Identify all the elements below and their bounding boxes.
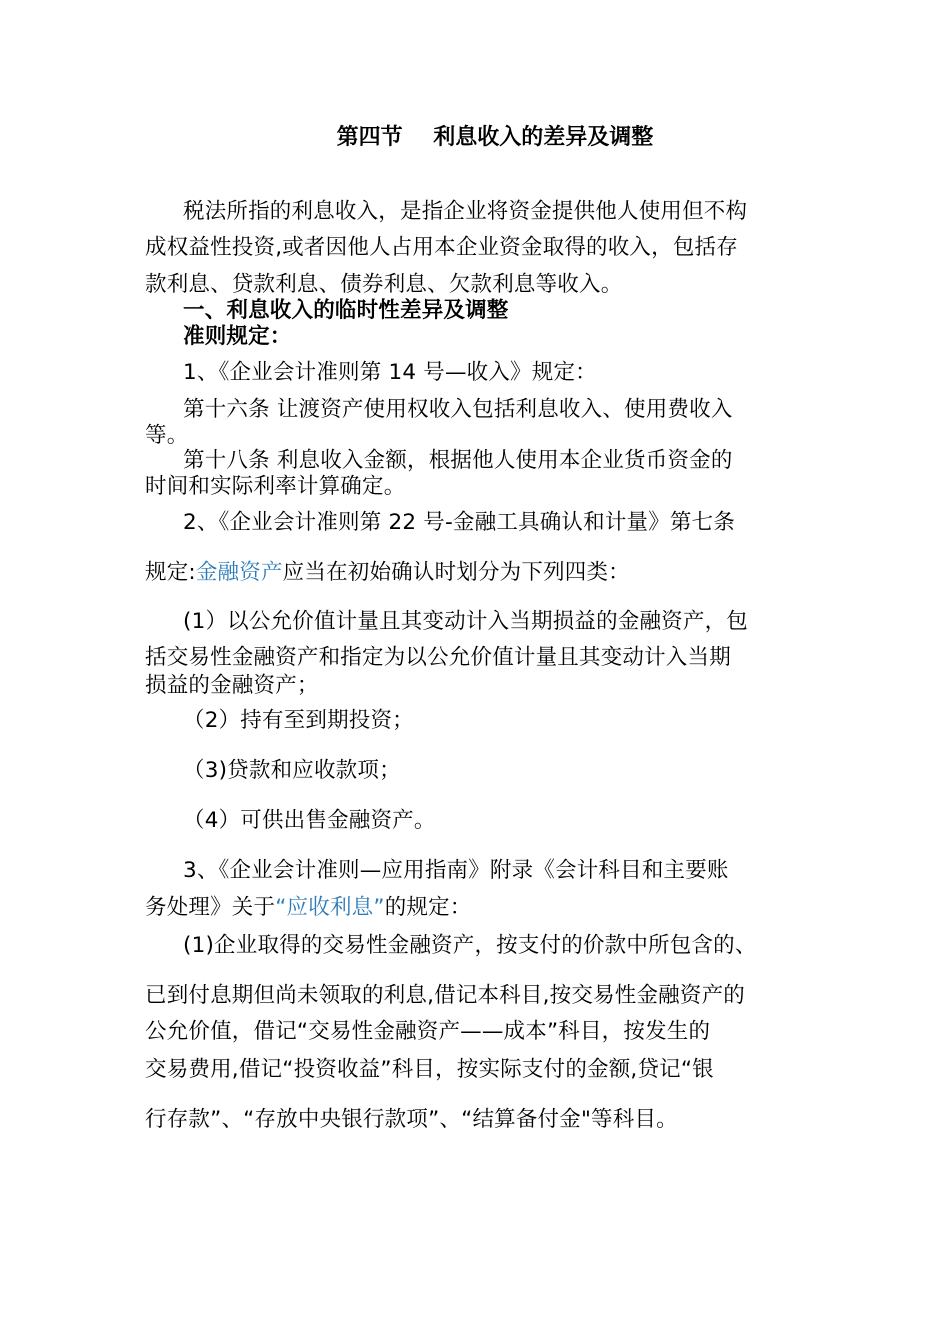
- intro-line-2: 成权益性投资,或者因他人占用本企业资金取得的收入，包括存: [145, 235, 738, 260]
- entry1-line-5: 行存款”、“存放中央银行款项”、“结算备付金"等科目。: [145, 1107, 678, 1132]
- rule3-line-2: [145, 895, 815, 921]
- interest-receivable-link[interactable]: “应收利息”: [275, 895, 385, 920]
- art16-line-1: 第十六条 让渡资产使用权收入包括利息收入、使用费收入: [183, 397, 733, 422]
- cat1-line-3: 损益的金融资产；: [145, 673, 319, 698]
- art16-line-2: 等。: [145, 423, 189, 448]
- section-title: 第四节 利息收入的差异及调整: [336, 125, 654, 150]
- rule2-line-2: [145, 560, 815, 586]
- rule1-line: 1、《企业会计准则第 14 号—收入》规定：: [183, 360, 597, 385]
- cat2-line: （2）持有至到期投资；: [183, 708, 414, 733]
- intro-line-1: 税法所指的利息收入，是指企业将资金提供他人使用但不构: [183, 199, 748, 224]
- entry1-line-4: 交易费用,借记“投资收益”科目，按实际支付的金额,贷记“银: [145, 1057, 714, 1082]
- entry1-line-2: 已到付息期但尚未领取的利息,借记本科目,按交易性金融资产的: [145, 983, 745, 1008]
- cat1-line-1: (1）以公允价值计量且其变动计入当期损益的金融资产，包: [183, 609, 748, 634]
- rules-heading: 准则规定：: [183, 324, 292, 349]
- art18-line-2: 时间和实际利率计算确定。: [145, 474, 406, 499]
- section1-heading: 一、利息收入的临时性差异及调整: [183, 298, 509, 323]
- rule2-line-1: 2、《企业会计准则第 22 号-金融工具确认和计量》第七条: [183, 510, 736, 535]
- rule3-pre-text: 务处理》关于: [145, 895, 276, 920]
- cat1-line-2: 括交易性金融资产和指定为以公允价值计量且其变动计入当期: [145, 645, 731, 670]
- entry1-line-3: 公允价值，借记“交易性金融资产——成本”科目，按发生的: [145, 1019, 711, 1044]
- rule3-post-text: 的规定：: [384, 895, 472, 920]
- intro-line-3: 款利息、贷款利息、债券利息、欠款利息等收入。: [145, 272, 623, 297]
- art18-line-1: 第十八条 利息收入金额，根据他人使用本企业货币资金的: [183, 448, 733, 473]
- cat3-line: （3)贷款和应收款项；: [183, 758, 401, 783]
- rule2-pre-text: 规定:: [145, 560, 196, 585]
- cat4-line: （4）可供出售金融资产。: [183, 808, 436, 833]
- entry1-line-1: (1)企业取得的交易性金融资产，按支付的价款中所包含的、: [183, 933, 757, 958]
- rule3-line-1: 3、《企业会计准则—应用指南》附录《会计科目和主要账: [183, 858, 729, 883]
- rule2-post-text: 应当在初始确认时划分为下列四类：: [282, 560, 630, 585]
- financial-assets-link[interactable]: 金融资产: [195, 560, 283, 585]
